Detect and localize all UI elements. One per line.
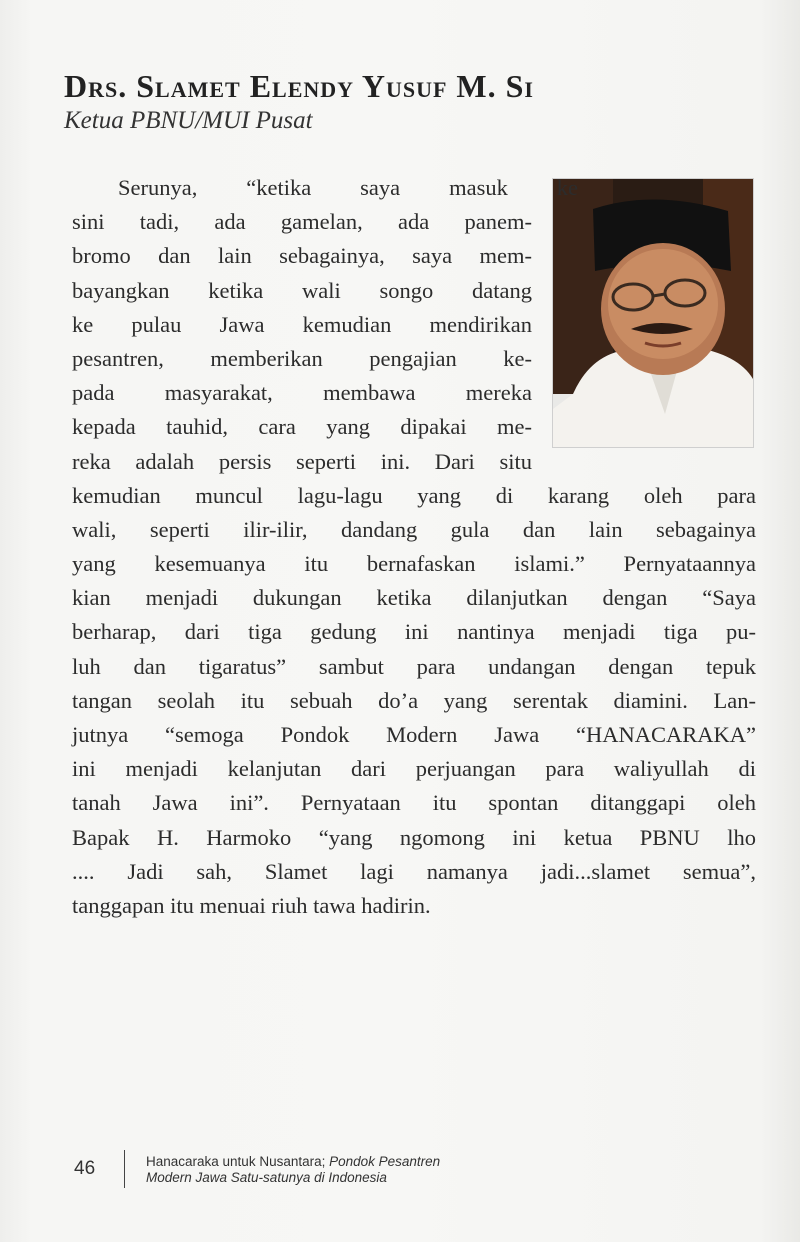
body-line: bromo dan lain sebagainya, saya mem- <box>72 243 532 269</box>
body-line: pada masyarakat, membawa mereka <box>72 380 532 406</box>
body-line: bayangkan ketika wali songo datang <box>72 277 532 303</box>
body-line: .... Jadi sah, Slamet lagi namanya jadi...slamet semua”, <box>72 858 756 884</box>
footer-title-line2: Modern Jawa Satu-satunya di Indonesia <box>146 1170 387 1185</box>
body-line: Bapak H. Harmoko “yang ngomong ini ketua PBNU lho <box>72 824 756 850</box>
footer-divider <box>124 1150 125 1188</box>
body-line: sini tadi, ada gamelan, ada panem- <box>72 209 532 235</box>
body-line: jutnya “semoga Pondok Modern Jawa “HANACARAKA” <box>72 722 756 747</box>
body-line: luh dan tigaratus” sambut para undangan dengan tepuk <box>72 653 756 679</box>
body-line: kian menjadi dukungan ketika dilanjutkan dengan “Saya <box>72 585 756 611</box>
body-line: tangan seolah itu sebuah do’a yang serentak diamini. Lan- <box>72 687 756 713</box>
body-line: berharap, dari tiga gedung ini nantinya menjadi tiga pu- <box>72 619 756 645</box>
body-line: kepada tauhid, cara yang dipakai me- <box>72 414 532 440</box>
body-line: pesantren, memberikan pengajian ke- <box>72 345 532 371</box>
body-line: yang kesemuanya itu bernafaskan islami.” Pernyataannya <box>72 551 756 577</box>
running-footer-title <box>146 1154 440 1186</box>
body-line: tanah Jawa ini”. Pernyataan itu spontan ditanggapi oleh <box>72 790 756 816</box>
body-line: ini menjadi kelanjutan dari perjuangan para waliyullah di <box>72 756 756 782</box>
speaker-name: Drs. Slamet Elendy Yusuf M. Si <box>64 68 534 104</box>
body-line: tanggapan itu menuai riuh tawa hadirin. <box>72 892 431 918</box>
body-line: wali, seperti ilir-ilir, dandang gula dan lain sebagainya <box>72 516 756 542</box>
page-number: 46 <box>74 1158 96 1179</box>
speaker-role: Ketua PBNU/MUI Pusat <box>64 107 313 134</box>
speaker-header <box>64 68 744 136</box>
page-footer <box>74 1150 674 1196</box>
body-line: kemudian muncul lagu-lagu yang di karang oleh para <box>72 482 756 508</box>
article-body <box>72 171 756 923</box>
footer-title-plain: Hanacaraka untuk Nusantara; <box>146 1154 330 1169</box>
footer-title-italic: Pondok Pesantren <box>329 1154 441 1169</box>
body-line: ke pulau Jawa kemudian mendirikan <box>72 311 532 337</box>
body-line: Serunya, “ketika saya masuk ke <box>118 175 578 200</box>
body-line: reka adalah persis seperti ini. Dari situ <box>72 448 532 474</box>
